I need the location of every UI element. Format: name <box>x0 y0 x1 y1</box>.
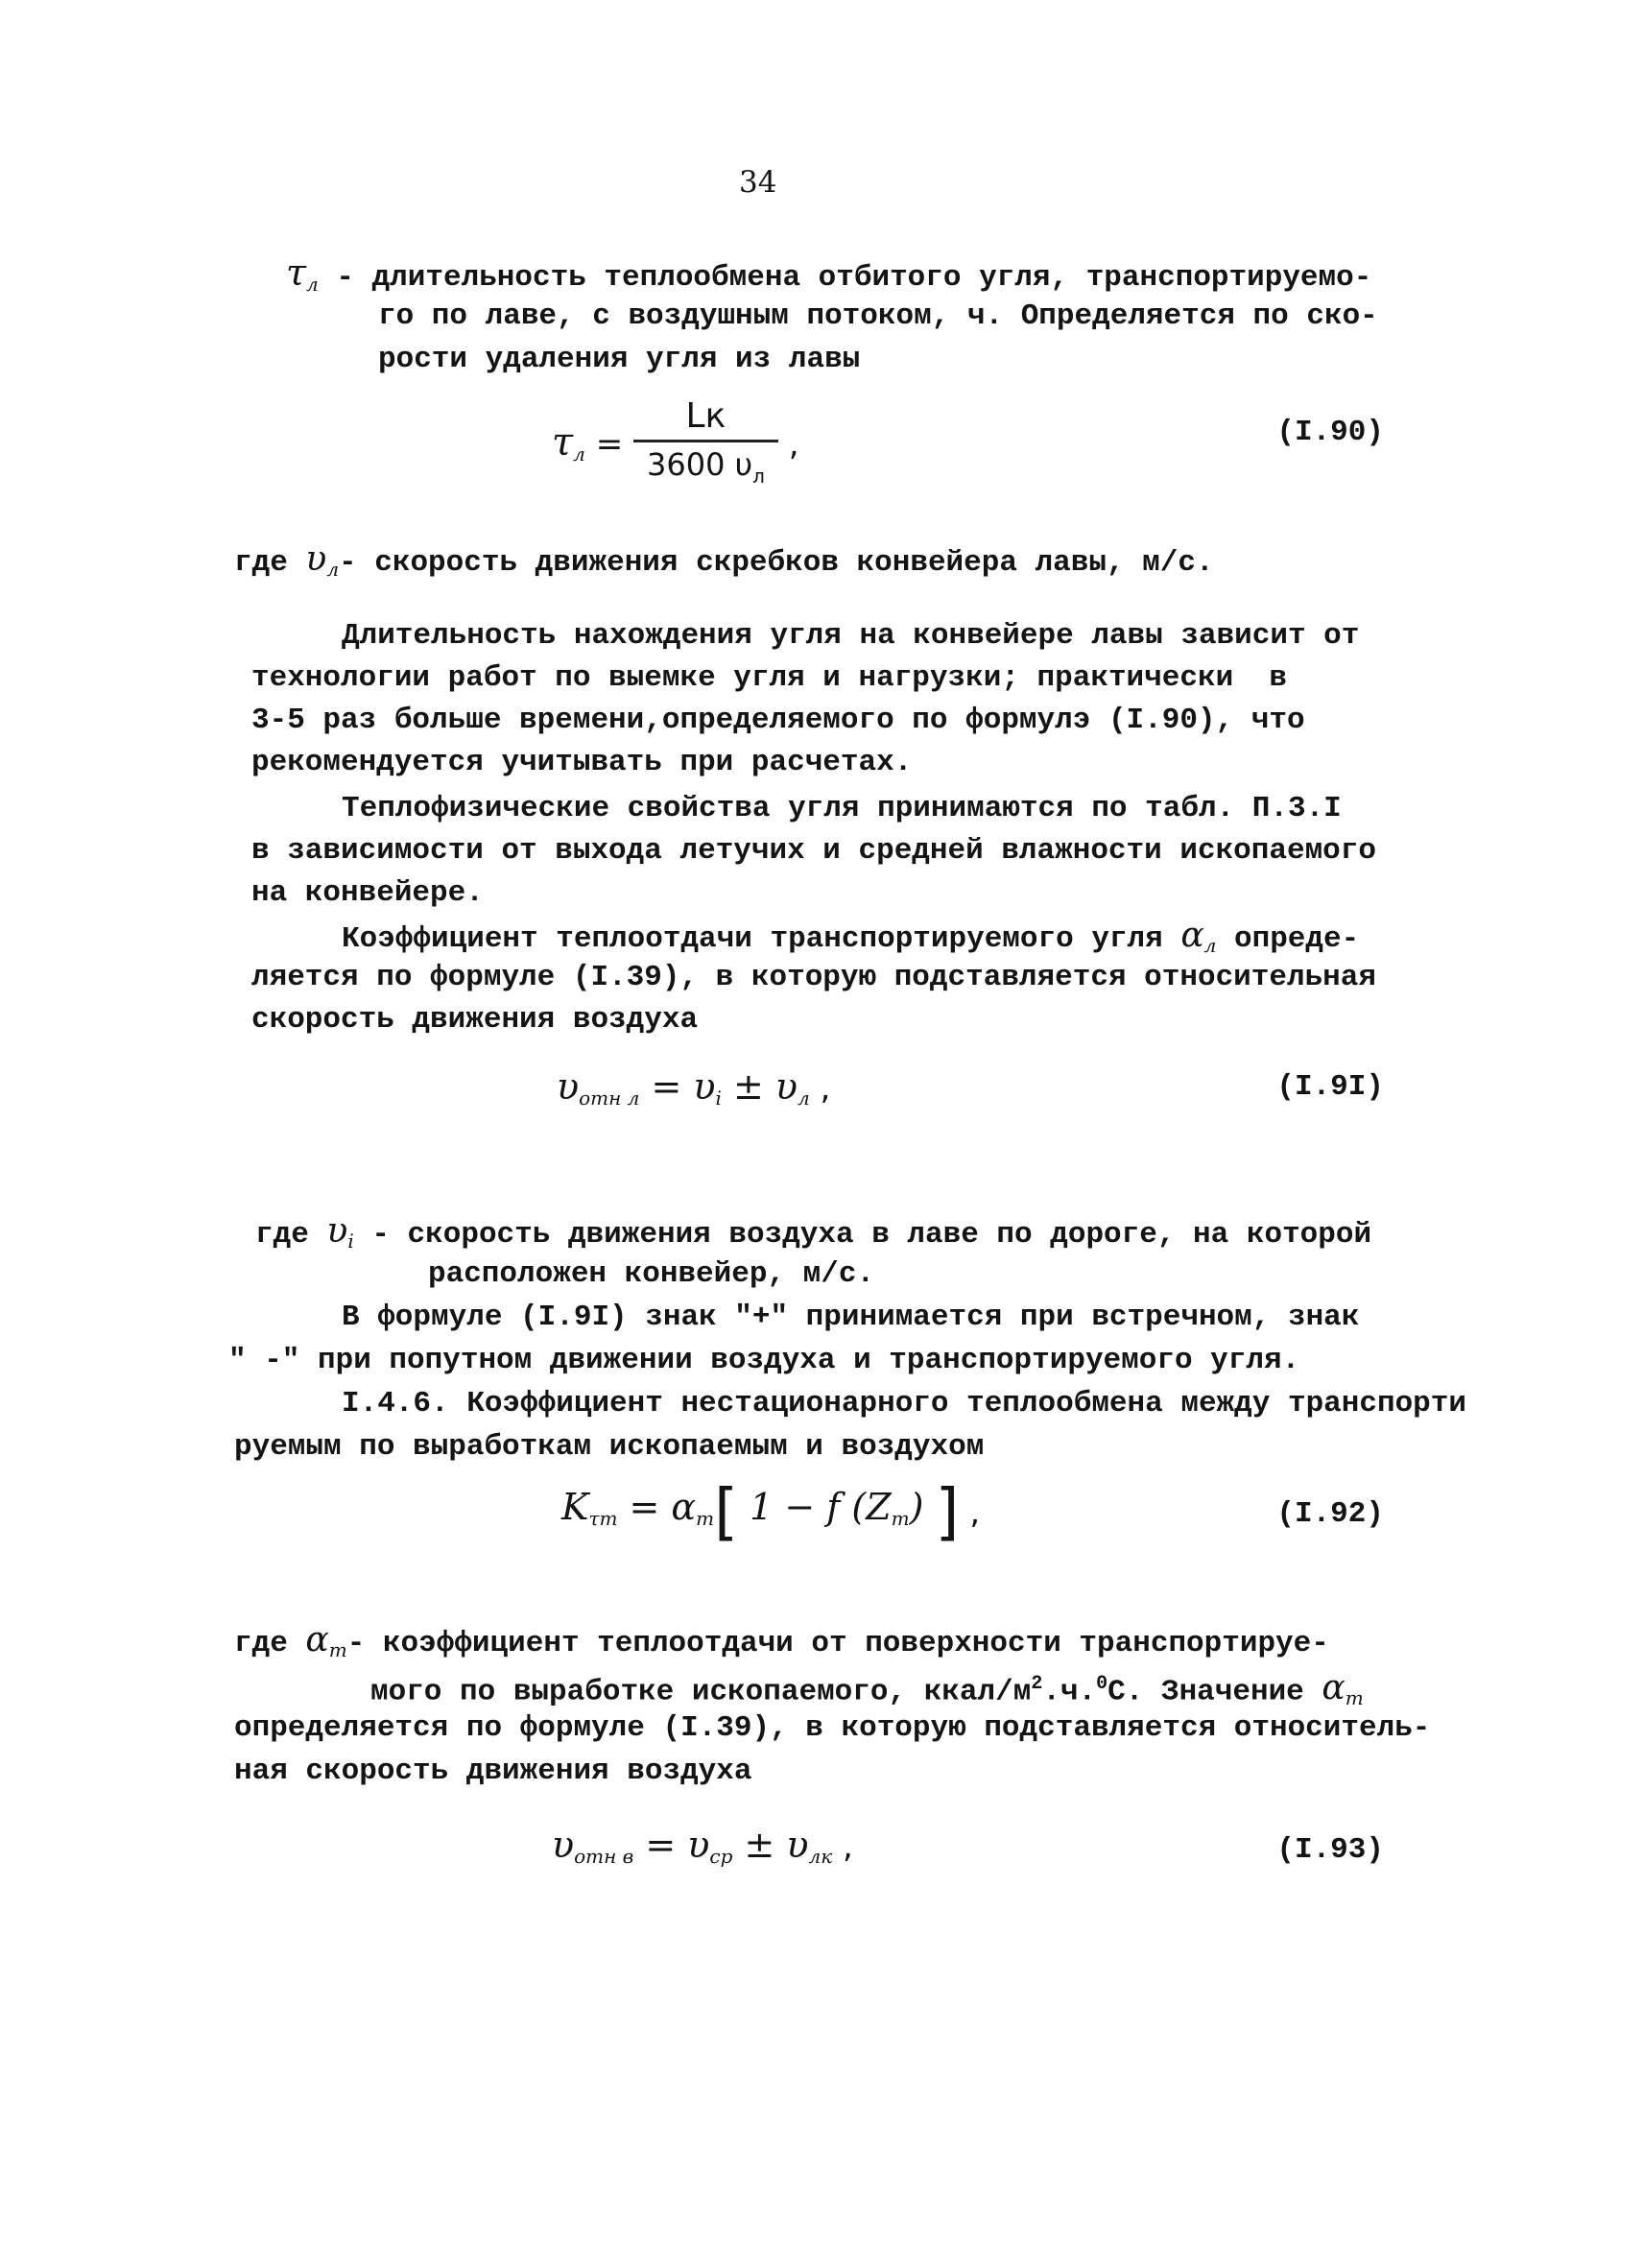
eq-192-lhs: $K_{\tau т}$ <box>561 1486 618 1530</box>
eq-192-inner: 1 − f $(Z_т)$ <box>738 1486 936 1530</box>
eq-190-fraction <box>633 394 778 498</box>
para1-line-2: технологии работ по выемке угля и нагрузки; практически в <box>251 661 1287 695</box>
eq-191-number: (I.9I) <box>1276 1070 1384 1104</box>
eq-191-term-2: ± $\upsilon_л$ <box>721 1065 810 1110</box>
equation-1-91 <box>557 1065 830 1120</box>
eq-193-number: (I.93) <box>1276 1833 1384 1867</box>
alpha-t-symbol: $\alpha_т$ <box>305 1620 347 1661</box>
tau-definition-line-1: $\tau_л$ - длительность теплообмена отбитого угля, транспортируемо- <box>286 251 1372 296</box>
para2-line-1: Теплофизические свойства угля принимаются по табл. П.3.I <box>342 792 1342 825</box>
eq-192-alpha: = $\alpha_т$ <box>617 1486 715 1530</box>
para1-line-4: рекомендуется учитывать при расчетах. <box>251 746 913 779</box>
para2-line-3: на конвейере. <box>251 876 484 910</box>
alpha-t-definition-line-3: определяется по формуле (I.39), в которую подставляется относитель- <box>234 1711 1431 1745</box>
eq-192-open-bracket: [ <box>714 1477 739 1548</box>
equation-1-93 <box>552 1824 853 1878</box>
eq-192-number: (I.92) <box>1276 1497 1384 1531</box>
eq-193-lhs: $\upsilon_{отн в}$ <box>552 1824 634 1868</box>
para1-line-1: Длительность нахождения угля на конвейере лавы зависит от <box>342 619 1360 653</box>
v-i-definition-line-2: расположен конвейер, м/с. <box>428 1257 875 1291</box>
para4-line-2: " -" при попутном движении воздуха и транспортируемого угля. <box>228 1344 1300 1377</box>
tau-definition-line-3: рости удаления угля из лавы <box>378 343 861 376</box>
eq-193-term-2: ± $\upsilon_{лк}$ <box>732 1824 833 1868</box>
section-146-line-1: I.4.6. Коэффициент нестационарного теплообмена между транспорти <box>342 1387 1466 1420</box>
para3-line-3: скорость движения воздуха <box>251 1003 699 1037</box>
v-l-symbol: $\upsilon_л$ <box>305 539 340 581</box>
eq-191-tail: , <box>809 1069 831 1108</box>
eq-192-close-bracket: ] <box>935 1477 960 1548</box>
eq-190-tail: , <box>777 425 799 464</box>
eq-190-equals: = <box>595 425 633 464</box>
eq-193-term-1: = $\upsilon_{ср}$ <box>633 1824 733 1868</box>
equation-1-90 <box>552 394 799 498</box>
v-i-definition-line-1: где $\upsilon_i$ - скорость движения воздуха в лаве по дороге, на которой <box>255 1211 1372 1253</box>
alpha-l-symbol: $\alpha_л$ <box>1180 916 1217 957</box>
eq-191-term-1: = $\upsilon_i$ <box>639 1065 722 1110</box>
eq-191-lhs: $\upsilon_{отн л}$ <box>557 1065 640 1110</box>
para1-line-3: 3-5 раз больше времени,определяемого по формулэ (I.90), что <box>251 704 1305 737</box>
eq-192-tail: , <box>959 1493 981 1532</box>
alpha-t-definition-line-2: мого по выработке ископаемого, ккал/$м^2.ч.^0С$. Значение $\alpha_т$ <box>370 1668 1364 1710</box>
v-l-definition: где $\upsilon_л-$ скорость движения скребков конвейера лавы, м/с. <box>234 539 1214 581</box>
v-i-symbol: $\upsilon_i$ <box>326 1211 354 1253</box>
para3-line-1: Коэффициент теплоотдачи транспортируемого угля $\alpha_л$ опреде- <box>342 916 1360 957</box>
section-146-line-2: руемым по выработкам ископаемым и воздухом <box>234 1430 985 1464</box>
tau-symbol: $\tau_л$ <box>286 251 319 296</box>
para4-line-1: В формуле (I.9I) знак "+" принимается при встречном, знак <box>342 1301 1360 1334</box>
eq-190-numerator: Lк <box>633 394 778 442</box>
eq-190-lhs: $\tau_л$ <box>552 420 585 466</box>
eq-190-denominator: 3600 $\upsilon_л$ <box>646 446 765 488</box>
eq-190-number: (I.90) <box>1276 416 1384 449</box>
alpha-t-definition-line-1: где $\alpha_т-$ коэффициент теплоотдачи от поверхности транспортируе- <box>234 1620 1329 1661</box>
para3-line-2: ляется по формуле (I.39), в которую подставляется относительная <box>251 961 1376 994</box>
equation-1-92 <box>561 1477 981 1548</box>
tau-definition-line-2: го по лаве, с воздушным потоком, ч. Определяется по ско- <box>378 299 1378 333</box>
page-number: 34 <box>739 165 777 200</box>
alpha-t-definition-line-4: ная скорость движения воздуха <box>234 1755 752 1788</box>
para2-line-2: в зависимости от выхода летучих и средней влажности ископаемого <box>251 834 1376 868</box>
alpha-t-inline-symbol: $\alpha_т$ <box>1322 1668 1364 1710</box>
eq-193-tail: , <box>832 1827 853 1866</box>
